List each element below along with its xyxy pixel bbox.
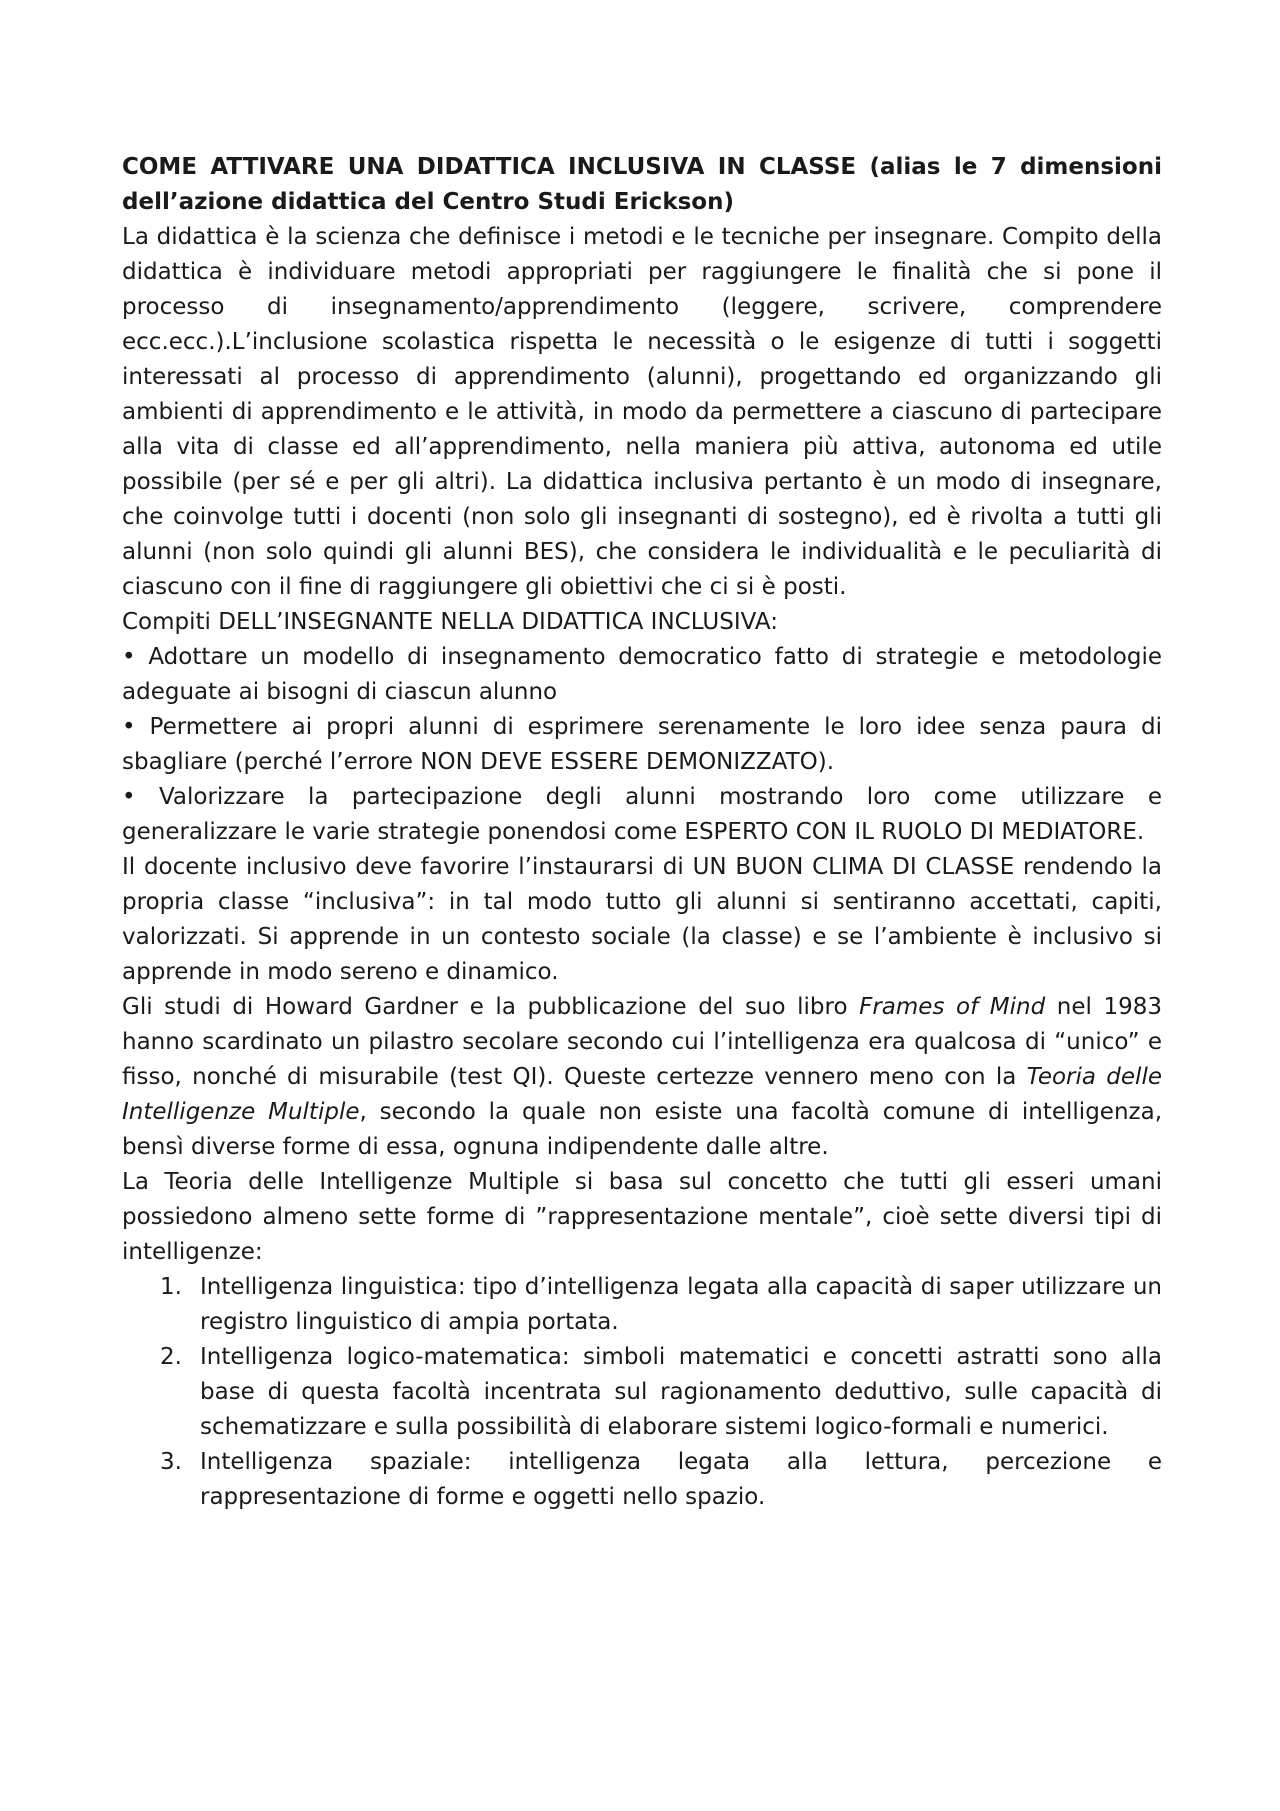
list-item [122, 1270, 1162, 1340]
list-item [122, 1340, 1162, 1445]
duties-heading: Compiti DELL’INSEGNANTE NELLA DIDATTICA INCLUSIVA: [122, 609, 778, 635]
list-number: 2. [160, 1344, 182, 1370]
document-title: COME ATTIVARE UNA DIDATTICA INCLUSIVA IN CLASSE (alias le 7 dimensioni dell’azione didattica del Centro Studi Erickson) [122, 154, 1162, 215]
list-item [122, 1445, 1162, 1515]
list-number: 3. [160, 1449, 182, 1475]
list-text: Intelligenza linguistica: tipo d’intelligenza legata alla capacità di saper utilizzare un registro linguistico di ampia portata. [200, 1274, 1162, 1335]
gardner-text-1: Gli studi di Howard Gardner e la pubblicazione del suo libro [122, 994, 860, 1020]
list-number: 1. [160, 1274, 182, 1300]
gardner-paragraph [122, 990, 1162, 1165]
book-title: Frames of Mind [859, 994, 1046, 1020]
bullet-item: • Adottare un modello di insegnamento democratico fatto di strategie e metodologie adeguate ai bisogni di ciascun alunno [122, 644, 1162, 705]
list-text: Intelligenza spaziale: intelligenza legata alla lettura, percezione e rappresentazione di forme e oggetti nello spazio. [200, 1449, 1162, 1510]
bullet-item: • Permettere ai propri alunni di esprimere serenamente le loro idee senza paura di sbagliare (perché l’errore NON DEVE ESSERE DEMONIZZATO). [122, 714, 1162, 775]
climate-paragraph: Il docente inclusivo deve favorire l’instaurarsi di UN BUON CLIMA DI CLASSE rendendo la propria classe “inclusiva”: in tal modo tutto gli alunni si sentiranno accettati, capiti, valorizzati. Si apprende in un contesto sociale (la classe) e se l’ambiente è inclusivo si apprende in modo sereno e dinamico. [122, 854, 1162, 985]
theory-title: Teoria delle Intelligenze Multiple [122, 1064, 1162, 1125]
theory-intro-paragraph: La Teoria delle Intelligenze Multiple si basa sul concetto che tutti gli esseri umani possiedono almeno sette forme di ”rappresentazione mentale”, cioè sette diversi tipi di intelligenze: [122, 1169, 1162, 1265]
document-page [122, 150, 1162, 1515]
list-text: Intelligenza logico-matematica: simboli matematici e concetti astratti sono alla base di questa facoltà incentrata sul ragionamento deduttivo, sulle capacità di schematizzare e sulla possibilità di elaborare sistemi logico-formali e numerici. [200, 1344, 1162, 1440]
gardner-text-3: , secondo la quale non esiste una facoltà comune di intelligenza, bensì diverse forme di essa, ognuna indipendente dalle altre. [122, 1099, 1162, 1160]
intro-paragraph: La didattica è la scienza che definisce i metodi e le tecniche per insegnare. Compito della didattica è individuare metodi appropriati per raggiungere le finalità che si pone il processo di insegnamento/apprendimento (leggere, scrivere, comprendere ecc.ecc.).L’inclusione scolastica rispetta le necessità o le esigenze di tutti i soggetti interessati al processo di apprendimento (alunni), progettando ed organizzando gli ambienti di apprendimento e le attività, in modo da permettere a ciascuno di partecipare alla vita di classe ed all’apprendimento, nella maniera più attiva, autonoma ed utile possibile (per sé e per gli altri). La didattica inclusiva pertanto è un modo di insegnare, che coinvolge tutti i docenti (non solo gli insegnanti di sostegno), ed è rivolta a tutti gli alunni (non solo quindi gli alunni BES), che considera le individualità e le peculiarità di ciascuno con il fine di raggiungere gli obiettivi che ci si è posti. [122, 224, 1162, 600]
intelligences-list [122, 1270, 1162, 1515]
gardner-text-2: nel 1983 hanno scardinato un pilastro secolare secondo cui l’intelligenza era qualcosa di “unico” e fisso, nonché di misurabile (test QI). Queste certezze vennero meno con la [122, 994, 1162, 1090]
bullet-item: • Valorizzare la partecipazione degli alunni mostrando loro come utilizzare e generalizzare le varie strategie ponendosi come ESPERTO CON IL RUOLO DI MEDIATORE. [122, 784, 1162, 845]
